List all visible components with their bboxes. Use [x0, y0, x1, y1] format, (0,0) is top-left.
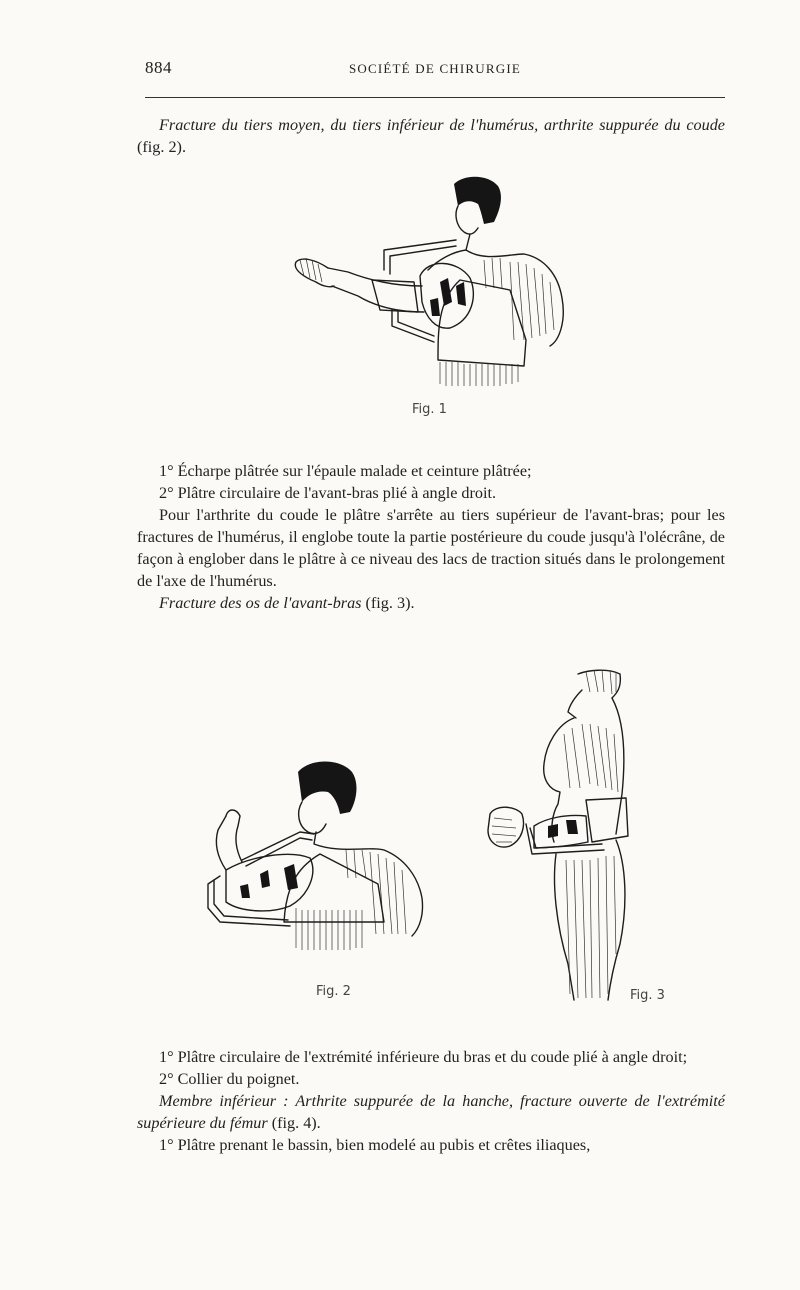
heading-ref: (fig. 4). — [267, 1114, 321, 1132]
section-heading-forearm — [137, 592, 725, 614]
paragraph: Pour l'arthrite du coude le plâtre s'arrête au tiers supérieur de l'avant-bras; pour les fractures de l'humérus, il englobe toute la partie postérieure du coude jusqu'à l'olécrâne, de façon à englober dans le plâtre à ce niveau des lacs de traction situés dans le prolongement de l'axe de l'humérus. — [137, 506, 725, 590]
header-rule — [145, 97, 725, 98]
heading-ref: (fig. 3). — [361, 594, 415, 612]
figure-3-label: Fig. 3 — [630, 988, 665, 1003]
section-2-text — [137, 460, 725, 614]
page-header — [145, 58, 725, 86]
running-head: SOCIÉTÉ DE CHIRURGIE — [348, 61, 522, 76]
heading-italic: Fracture des os de l'avant-bras — [159, 594, 362, 612]
figure-1-illustration — [288, 170, 578, 390]
section-heading-humerus — [137, 114, 725, 158]
figure-2-label: Fig. 2 — [316, 984, 351, 999]
list-item: 2° Collier du poignet. — [159, 1070, 300, 1088]
list-item: 1° Plâtre circulaire de l'extrémité inférieure du bras et du coude plié à angle droit; — [159, 1048, 688, 1066]
list-item: 2° Plâtre circulaire de l'avant-bras plié à angle droit. — [159, 484, 497, 502]
heading-italic: Fracture du tiers moyen, du tiers inférieur de l'humérus, arthrite suppurée du coude — [159, 116, 725, 134]
page-number: 884 — [145, 58, 172, 77]
section-heading-lower-limb — [137, 1090, 725, 1134]
list-item: 1° Écharpe plâtrée sur l'épaule malade et ceinture plâtrée; — [159, 462, 532, 480]
figure-3-illustration — [486, 664, 636, 1004]
figure-1-label: Fig. 1 — [412, 402, 447, 417]
figure-2-illustration — [200, 758, 440, 958]
section-3-text — [137, 1046, 725, 1156]
heading-italic: Membre inférieur : Arthrite suppurée de la hanche, fracture ouverte de l'extrémité supérieure du fémur — [137, 1092, 725, 1132]
list-item: 1° Plâtre prenant le bassin, bien modelé au pubis et crêtes iliaques, — [159, 1136, 591, 1154]
heading-ref: (fig. 2). — [137, 138, 186, 156]
